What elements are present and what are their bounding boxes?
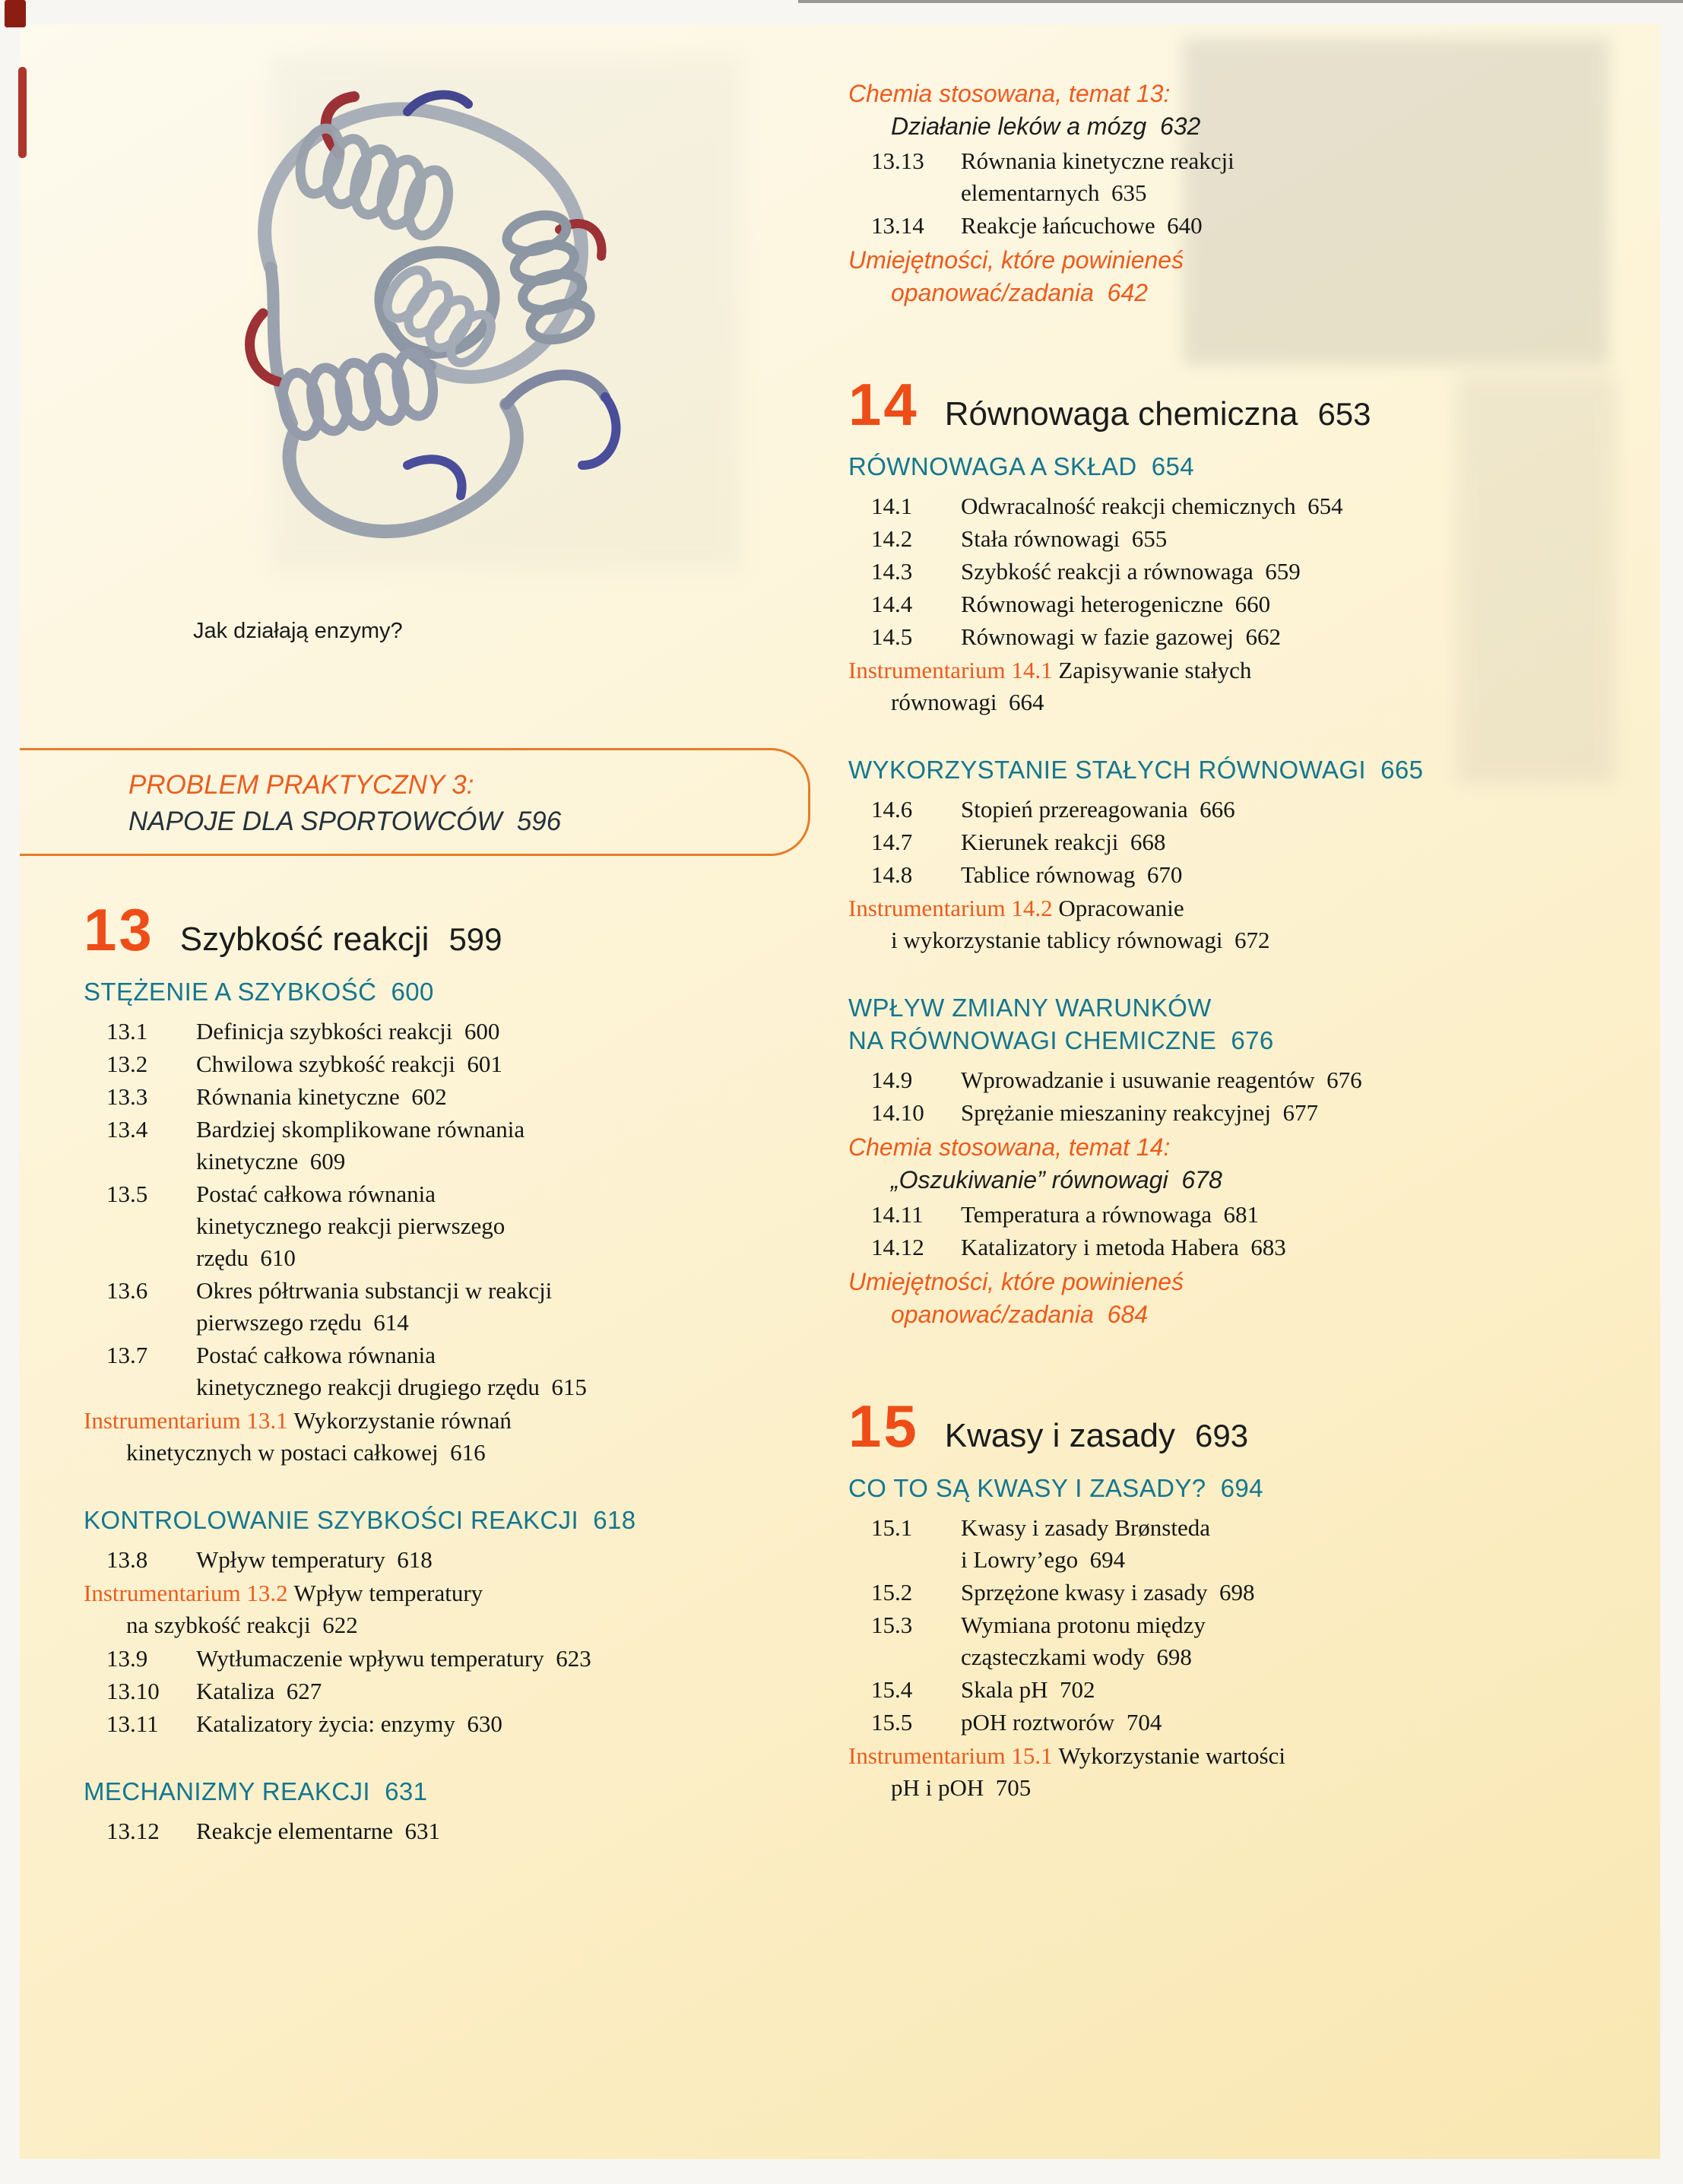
entry-line: Postać całkowa równania [196,1342,436,1368]
problem-box [20,748,810,856]
entry-text [961,490,1624,522]
entry-text [196,1048,775,1080]
entry-line: Chwilowa szybkość reakcji 601 [196,1051,502,1077]
section-heading [848,753,1624,786]
entry-text [961,859,1624,891]
entry-text [196,1643,775,1675]
instrumentarium-entry [848,1740,1624,1804]
entry-line: Definicja szybkości reakcji 600 [196,1018,500,1044]
toc-column-right [848,78,1624,1805]
toc-entry [848,1199,1624,1231]
section-heading-line: NA RÓWNOWAGI CHEMICZNE 676 [848,1026,1274,1054]
instrumentarium-entry [84,1405,775,1469]
entry-line: Sprzężone kwasy i zasady 698 [961,1579,1255,1606]
toc-entry [848,523,1624,555]
section-heading [84,1504,775,1536]
applied-chemistry-entry [848,1131,1624,1197]
entry-line: kinetycznego reakcji drugiego rzędu 615 [196,1374,587,1400]
entry-number: 14.9 [871,1067,913,1093]
section-heading-line: WYKORZYSTANIE STAŁYCH RÓWNOWAGI 665 [848,756,1424,784]
applied-chemistry-title: Działanie leków a mózg 632 [891,113,1201,140]
skills-line: opanować/zadania 684 [891,1301,1149,1328]
entry-line: Kwasy i zasady Brønsteda [961,1514,1210,1541]
toc-entry [848,1609,1624,1673]
entry-line: kinetyczne 609 [196,1148,346,1174]
instrumentarium-label: Instrumentarium 13.1 [84,1407,288,1434]
toc-entry [84,1016,775,1048]
toc-entry [848,1064,1624,1096]
entry-number: 13.4 [106,1116,148,1143]
page [20,24,1660,2159]
section-heading-line: MECHANIZMY REAKCJI 631 [84,1777,428,1805]
entry-line: rzędu 610 [196,1244,296,1271]
toc-entry [848,826,1624,858]
skills-entry [848,244,1624,309]
entry-number: 13.12 [106,1818,160,1844]
entry-text [961,1512,1624,1576]
instrumentarium-continuation: kinetycznych w postaci całkowej 616 [126,1439,486,1466]
applied-chemistry-label: Chemia stosowana, temat 14: [848,1133,1171,1161]
entry-line: Reakcje elementarne 631 [196,1818,441,1844]
toc-entry [84,1081,775,1113]
toc-entry [848,1577,1624,1609]
entry-text [196,1708,775,1740]
entry-text [196,1081,775,1113]
entry-text [961,1577,1624,1609]
instrumentarium-text: Opracowanie [1052,895,1184,921]
entry-number: 15.5 [871,1709,913,1735]
toc-entry [84,1708,775,1740]
section-heading-line: STĘŻENIE A SZYBKOŚĆ 600 [84,978,434,1006]
entry-text [961,1674,1624,1706]
entry-text [961,794,1624,826]
section-heading [848,450,1624,483]
section-heading [848,991,1624,1057]
entry-text [961,210,1624,242]
entry-number: 13.3 [106,1083,148,1110]
entry-line: Wytłumaczenie wpływu temperatury 623 [196,1645,591,1672]
entry-text [196,1815,775,1847]
entry-line: Odwracalność reakcji chemicznych 654 [961,493,1343,519]
entry-number: 14.11 [871,1201,924,1228]
problem-box-label: PROBLEM PRAKTYCZNY 3: [128,770,474,800]
section-heading-line: WPŁYW ZMIANY WARUNKÓW [848,994,1212,1022]
entry-text [961,1231,1624,1263]
entry-text [196,1339,775,1403]
entry-number: 15.1 [871,1514,913,1541]
entry-line: Wpływ temperatury 618 [196,1546,433,1573]
entry-line: Szybkość reakcji a równowaga 659 [961,558,1301,585]
instrumentarium-continuation: na szybkość reakcji 622 [126,1612,358,1638]
instrumentarium-continuation: i wykorzystanie tablicy równowagi 672 [891,927,1270,953]
instrumentarium-text: Wykorzystanie wartości [1052,1742,1285,1769]
toc-entry [848,621,1624,653]
entry-number: 13.10 [106,1678,160,1704]
entry-line: Równowagi w fazie gazowej 662 [961,623,1281,650]
entry-text [961,1199,1624,1231]
scan-edge-artifact [798,0,1683,3]
instrumentarium-entry [848,655,1624,718]
entry-number: 13.1 [106,1018,148,1044]
entry-number: 13.2 [106,1051,148,1077]
skills-line: opanować/zadania 642 [891,279,1149,306]
entry-number: 15.4 [871,1676,913,1703]
entry-number: 14.1 [871,493,913,519]
entry-number: 13.6 [106,1277,148,1304]
section-heading [84,975,775,1008]
entry-line: Okres półtrwania substancji w reakcji [196,1277,553,1304]
entry-number: 13.9 [106,1645,148,1672]
toc-entry [848,794,1624,826]
instrumentarium-entry [84,1577,775,1641]
entry-number: 14.7 [871,829,913,855]
chapter-heading [848,371,1624,438]
entry-text [961,621,1624,653]
toc-entry [848,1097,1624,1129]
entry-number: 13.8 [106,1546,148,1573]
applied-chemistry-entry [848,78,1624,143]
toc-entry [84,1339,775,1403]
entry-line: Katalizatory i metoda Habera 683 [961,1234,1286,1260]
entry-text [196,1675,775,1707]
chapter-heading [84,896,775,963]
toc-entry [848,210,1624,242]
chapter-page: 693 [1195,1418,1249,1453]
section-heading-line: CO TO SĄ KWASY I ZASADY? 694 [848,1474,1263,1502]
toc-entry [84,1815,775,1847]
entry-line: elementarnych 635 [961,179,1147,206]
chapter-title: Szybkość reakcji [179,921,429,958]
entry-line: cząsteczkami wody 698 [961,1644,1192,1670]
instrumentarium-text: Wykorzystanie równań [287,1407,512,1434]
instrumentarium-label: Instrumentarium 13.2 [84,1580,288,1606]
entry-text [196,1544,775,1576]
entry-text [196,1114,775,1178]
section-heading [84,1775,775,1808]
toc-entry [84,1048,775,1080]
applied-chemistry-title: „Oszukiwanie” równowagi 678 [891,1166,1222,1193]
entry-line: Kataliza 627 [196,1678,322,1704]
entry-line: Postać całkowa równania [196,1181,436,1207]
chapter-number: 14 [848,371,919,438]
entry-number: 14.5 [871,623,913,650]
entry-line: Wprowadzanie i usuwanie reagentów 676 [961,1067,1362,1093]
chapter-page: 653 [1317,396,1371,432]
toc-entry [848,490,1624,522]
instrumentarium-continuation: pH i pOH 705 [891,1774,1032,1801]
instrumentarium-entry [848,892,1624,956]
chapter-page: 599 [448,921,502,957]
skills-line: Umiejętności, które powinieneś [848,1268,1184,1295]
toc-entry [84,1275,775,1339]
entry-line: Reakcje łańcuchowe 640 [961,212,1203,239]
entry-text [961,1707,1624,1739]
entry-text [196,1275,775,1339]
entry-text [961,145,1624,209]
entry-text [961,1097,1624,1129]
entry-line: pOH roztworów 704 [961,1709,1162,1735]
entry-text [961,523,1624,555]
entry-number: 14.12 [871,1234,924,1260]
entry-line: i Lowry’ego 694 [961,1546,1126,1573]
entry-line: Stopień przereagowania 666 [961,796,1235,823]
entry-number: 14.4 [871,591,913,617]
entry-number: 14.3 [871,558,913,585]
entry-line: Kierunek reakcji 668 [961,829,1166,855]
instrumentarium-label: Instrumentarium 14.2 [848,895,1053,921]
toc-entry [848,1707,1624,1739]
toc-entry [848,1231,1624,1263]
entry-number: 13.5 [106,1181,148,1207]
toc-entry [848,145,1624,209]
chapter-title: Kwasy i zasady [944,1417,1175,1454]
toc-entry [84,1675,775,1707]
instrumentarium-label: Instrumentarium 15.1 [848,1742,1053,1769]
entry-number: 13.14 [871,212,924,239]
entry-line: Sprężanie mieszaniny reakcyjnej 677 [961,1099,1318,1126]
toc-entry [84,1643,775,1675]
entry-line: Temperatura a równowaga 681 [961,1201,1260,1228]
entry-number: 14.8 [871,861,913,888]
toc-entry [84,1114,775,1178]
chapter-title: Równowaga chemiczna [944,395,1298,433]
chapter-number: 13 [84,896,154,963]
entry-number: 14.2 [871,525,913,552]
problem-box-title: NAPOJE DLA SPORTOWCÓW 596 [128,807,562,836]
entry-text [961,556,1624,588]
toc-entry [848,1674,1624,1706]
toc-entry [84,1544,775,1576]
entry-number: 13.11 [106,1710,159,1737]
skills-line: Umiejętności, które powinieneś [848,246,1184,274]
entry-line: Skala pH 702 [961,1676,1095,1703]
instrumentarium-text: Zapisywanie stałych [1052,657,1252,683]
entry-line: kinetycznego reakcji pierwszego [196,1212,506,1239]
entry-line: Stała równowagi 655 [961,525,1168,552]
applied-chemistry-label: Chemia stosowana, temat 13: [848,80,1171,107]
entry-text [961,1064,1624,1096]
scan-red-mark [18,67,27,158]
skills-entry [848,1266,1624,1331]
entry-line: Równania kinetyczne reakcji [961,147,1235,174]
section-heading-line: RÓWNOWAGA A SKŁAD 654 [848,452,1195,480]
toc-entry [848,556,1624,588]
entry-text [961,826,1624,858]
entry-text [961,588,1624,620]
image-caption: Jak działają enzymy? [193,619,403,643]
toc-entry [848,859,1624,891]
entry-line: Bardziej skomplikowane równania [196,1116,525,1143]
toc-entry [848,1512,1624,1576]
entry-line: pierwszego rzędu 614 [196,1309,409,1336]
section-heading [848,1472,1624,1504]
instrumentarium-label: Instrumentarium 14.1 [848,657,1053,683]
entry-number: 15.2 [871,1579,913,1606]
entry-text [961,1609,1624,1673]
chapter-number: 15 [848,1393,919,1460]
toc-entry [84,1178,775,1274]
section-heading-line: KONTROLOWANIE SZYBKOŚCI REAKCJI 618 [84,1506,636,1534]
entry-number: 13.13 [871,147,924,174]
entry-number: 13.7 [106,1342,148,1368]
instrumentarium-continuation: równowagi 664 [891,689,1044,715]
entry-text [196,1016,775,1048]
protein-image [179,40,681,602]
toc-column-left [84,896,775,1848]
instrumentarium-text: Wpływ temperatury [287,1580,483,1606]
entry-number: 14.10 [871,1099,924,1126]
chapter-heading [848,1393,1624,1460]
entry-text [196,1178,775,1274]
entry-line: Katalizatory życia: enzymy 630 [196,1710,502,1737]
toc-entry [848,588,1624,620]
entry-line: Równania kinetyczne 602 [196,1083,447,1110]
scan-red-mark [5,0,26,27]
entry-line: Równowagi heterogeniczne 660 [961,591,1271,617]
entry-line: Wymiana protonu między [961,1612,1206,1638]
entry-number: 15.3 [871,1612,913,1638]
entry-number: 14.6 [871,796,913,823]
entry-line: Tablice równowag 670 [961,861,1183,888]
protein-ribbon-graphic [179,40,681,602]
